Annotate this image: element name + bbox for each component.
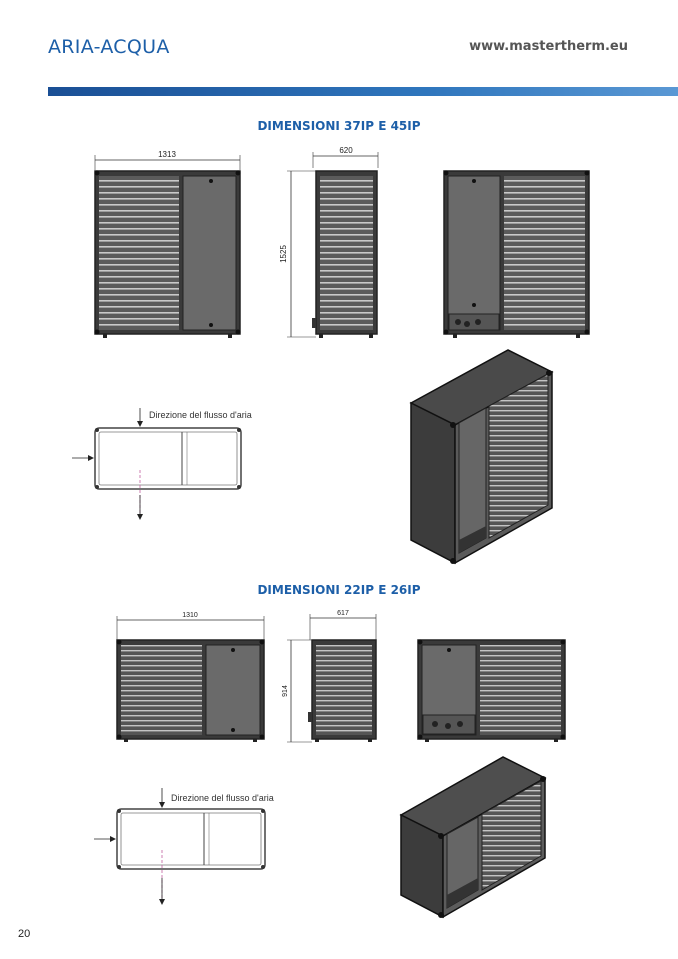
- airflow-direction-label: Direzione del flusso d'aria: [149, 410, 252, 420]
- dimension-width-label: 1313: [158, 150, 176, 159]
- page-number: 20: [18, 928, 31, 940]
- top-view-airflow-22ip: [94, 788, 274, 905]
- rear-view-37ip: [444, 171, 590, 339]
- side-view-22ip: [282, 610, 376, 742]
- section1-title: DIMENSIONI 37IP E 45IP: [257, 119, 421, 133]
- dimension-height-label-2: 914: [282, 685, 289, 697]
- airflow-direction-label-2: Direzione del flusso d'aria: [171, 793, 274, 803]
- top-view-airflow-37ip: [72, 408, 252, 520]
- front-view-22ip: [117, 612, 265, 742]
- side-view-37ip: [279, 146, 378, 338]
- dimension-width-label-2: 1310: [182, 612, 198, 619]
- rear-view-22ip: [418, 640, 566, 743]
- website-url: www.mastertherm.eu: [469, 39, 628, 54]
- section2-title: DIMENSIONI 22IP E 26IP: [257, 583, 421, 597]
- dimension-depth-label: 620: [339, 146, 353, 155]
- isometric-view-22ip: [401, 757, 546, 918]
- isometric-view-37ip: [411, 350, 552, 564]
- dimension-height-label: 1525: [279, 245, 288, 263]
- dimension-depth-label-2: 617: [337, 610, 349, 617]
- front-view-37ip: [95, 150, 241, 338]
- document-section-title: ARIA-ACQUA: [48, 36, 170, 58]
